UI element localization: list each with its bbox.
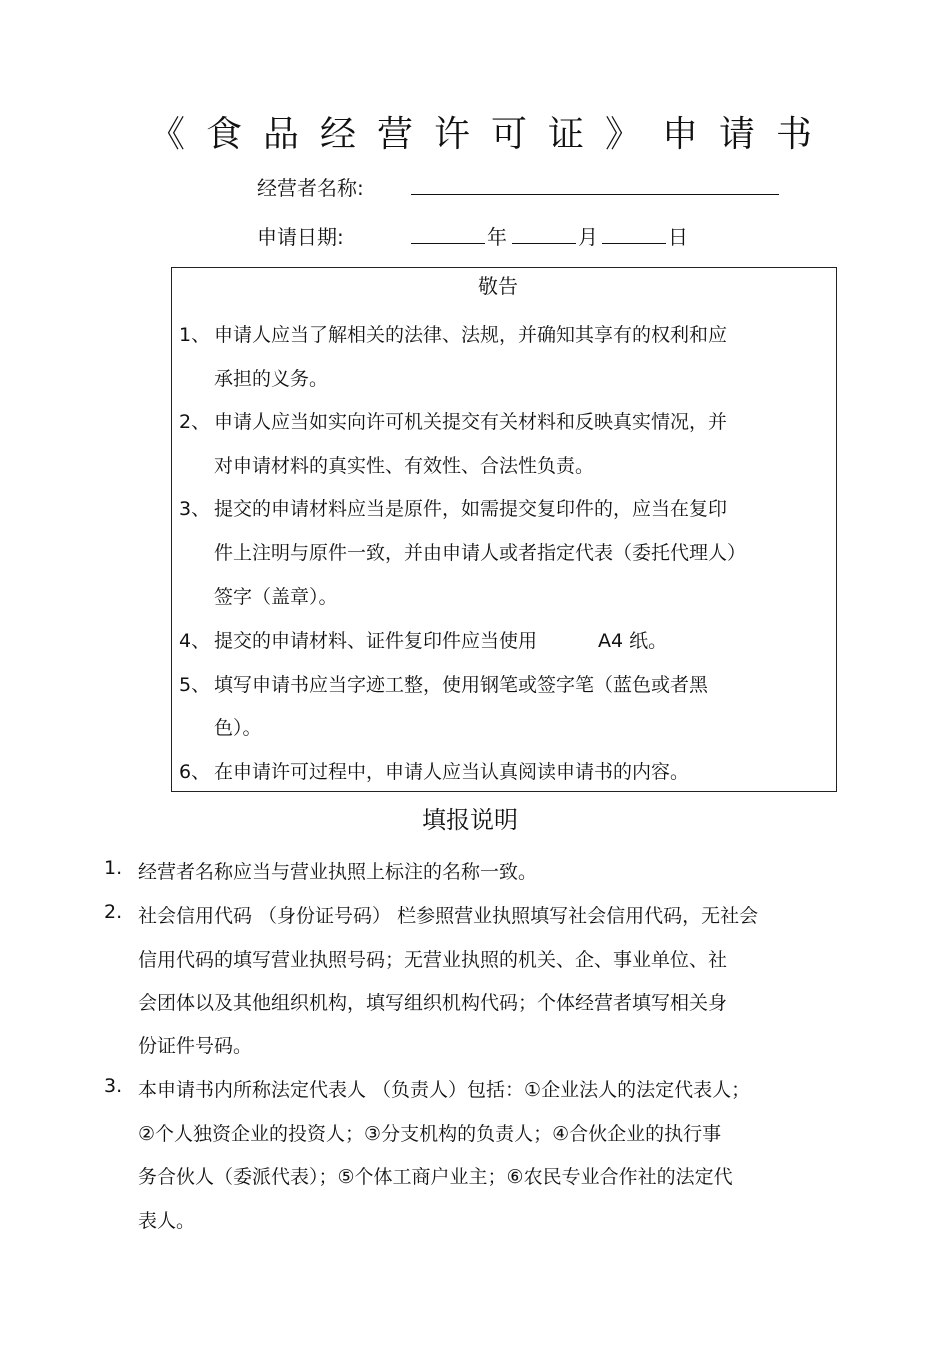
instruction-item-3-line-4: 表人。 bbox=[138, 1210, 196, 1232]
year-label: 年 bbox=[487, 225, 507, 249]
notice-item-2-line-2: 对申请材料的真实性、有效性、合法性负责。 bbox=[214, 455, 595, 477]
notice-item-4-line-2: A4 纸。 bbox=[598, 630, 668, 652]
year-field[interactable] bbox=[411, 243, 485, 244]
page-title: 《食品经营许可证》申请书 bbox=[148, 114, 833, 155]
month-field[interactable] bbox=[512, 243, 576, 244]
notice-item-2-number: 2、 bbox=[179, 411, 211, 433]
notice-item-6-line-1: 在申请许可过程中，申请人应当认真阅读申请书的内容。 bbox=[214, 761, 690, 783]
operator-name-label: 经营者名称: bbox=[257, 176, 364, 200]
month-label: 月 bbox=[578, 225, 598, 249]
instruction-item-3-line-2: ②个人独资企业的投资人；③分支机构的负责人；④合伙企业的执行事 bbox=[138, 1123, 722, 1145]
instruction-item-2-number: 2. bbox=[104, 901, 123, 923]
notice-item-2-line-1: 申请人应当如实向许可机关提交有关材料和反映真实情况，并 bbox=[214, 411, 728, 433]
notice-heading: 敬告 bbox=[478, 274, 518, 298]
notice-item-4-line-1: 提交的申请材料、证件复印件应当使用 bbox=[214, 630, 538, 652]
application-date-label: 申请日期: bbox=[257, 225, 344, 249]
notice-item-5-line-2: 色）。 bbox=[214, 717, 262, 739]
notice-item-6-number: 6、 bbox=[179, 761, 211, 783]
instruction-item-2-line-2: 信用代码的填写营业执照号码；无营业执照的机关、企、事业单位、社 bbox=[138, 949, 728, 971]
notice-item-1-line-1: 申请人应当了解相关的法律、法规，并确知其享有的权利和应 bbox=[214, 324, 728, 346]
instruction-item-2-line-3: 会团体以及其他组织机构，填写组织机构代码；个体经营者填写相关身 bbox=[138, 992, 728, 1014]
instruction-item-1-number: 1. bbox=[104, 857, 123, 879]
day-field[interactable] bbox=[602, 243, 666, 244]
instruction-item-2-line-4: 份证件号码。 bbox=[138, 1035, 253, 1057]
instruction-item-1-line-1: 经营者名称应当与营业执照上标注的名称一致。 bbox=[138, 861, 538, 883]
instructions-heading: 填报说明 bbox=[422, 806, 518, 834]
notice-item-4-number: 4、 bbox=[179, 630, 211, 652]
instruction-item-2-line-1: 社会信用代码 （身份证号码） 栏参照营业执照填写社会信用代码，无社会 bbox=[138, 905, 759, 927]
notice-item-5-number: 5、 bbox=[179, 674, 211, 696]
operator-name-field[interactable] bbox=[411, 194, 779, 195]
notice-item-3-line-2: 件上注明与原件一致，并由申请人或者指定代表（委托代理人） bbox=[214, 542, 747, 564]
instruction-item-3-line-1: 本申请书内所称法定代表人 （负责人）包括：①企业法人的法定代表人； bbox=[138, 1079, 751, 1101]
day-label: 日 bbox=[668, 225, 688, 249]
instruction-item-3-line-3: 务合伙人（委派代表）；⑤个体工商户业主；⑥农民专业合作社的法定代 bbox=[138, 1166, 733, 1188]
notice-item-3-line-1: 提交的申请材料应当是原件，如需提交复印件的，应当在复印 bbox=[214, 498, 728, 520]
instruction-item-3-number: 3. bbox=[104, 1075, 123, 1097]
notice-item-3-number: 3、 bbox=[179, 498, 211, 520]
notice-item-3-line-3: 签字（盖章）。 bbox=[214, 586, 338, 608]
notice-item-5-line-1: 填写申请书应当字迹工整，使用钢笔或签字笔（蓝色或者黑 bbox=[214, 674, 709, 696]
notice-item-1-line-2: 承担的义务。 bbox=[214, 368, 329, 390]
notice-item-1-number: 1、 bbox=[179, 324, 211, 346]
